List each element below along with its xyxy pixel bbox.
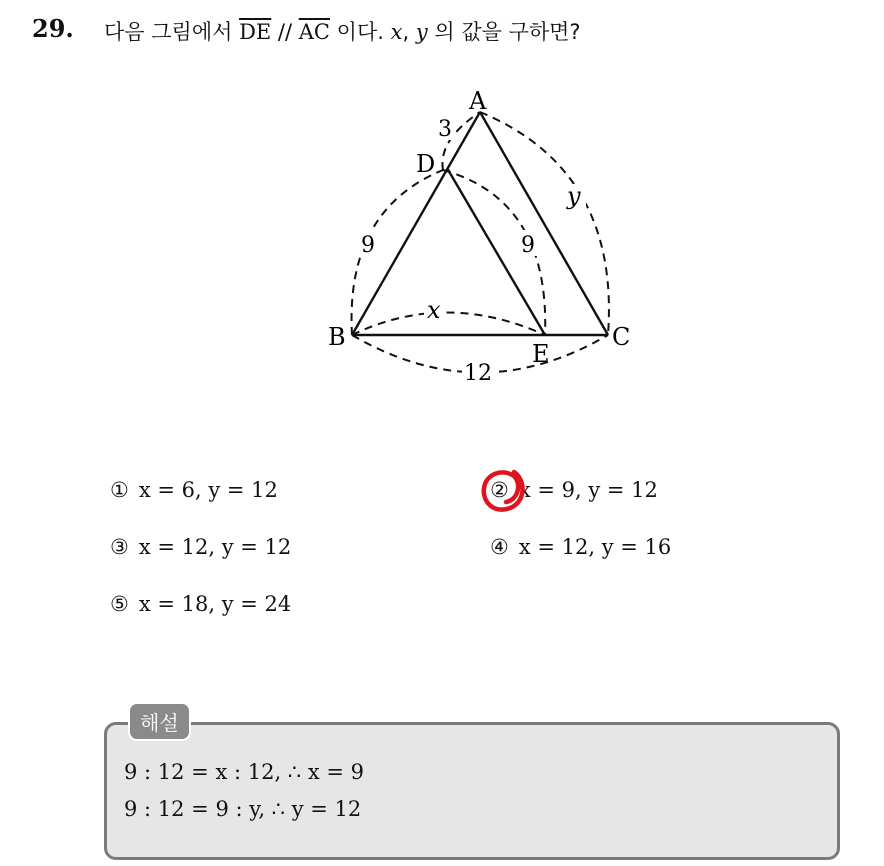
- line-ab: [352, 112, 480, 335]
- choice-4-mark: ④: [490, 535, 509, 559]
- answer-circle-mark: [474, 460, 534, 520]
- question-text-after: 이다.: [330, 20, 391, 44]
- length-ad: 3: [438, 117, 452, 142]
- vertex-c: C: [612, 323, 631, 351]
- choice-2-mark: ②: [490, 478, 509, 502]
- question-text-before: 다음 그림에서: [104, 20, 240, 44]
- length-bd: 9: [361, 233, 375, 258]
- choice-3-mark: ③: [110, 535, 129, 559]
- segment-ac: $\overline{AC}$: [298, 20, 330, 44]
- length-bc: 12: [464, 361, 492, 386]
- choice-2-text: x = 9, y = 12: [518, 478, 658, 502]
- arc-be: [352, 313, 545, 336]
- line-ac: [480, 112, 608, 335]
- choice-5-text: x = 18, y = 24: [138, 592, 292, 616]
- var-x: x: [390, 20, 403, 44]
- question-text-end: 의 값을 구하면?: [427, 20, 581, 44]
- parallel-symbol: //: [271, 20, 299, 44]
- length-ac: y: [567, 182, 581, 210]
- solution-line-2: 9 : 12 = 9 : y, ∴ y = 12: [124, 797, 362, 821]
- vertex-b: B: [328, 323, 346, 351]
- segment-de: $\overline{DE}$: [239, 20, 272, 44]
- vertex-a: A: [469, 87, 487, 115]
- question-number: 29.: [32, 14, 74, 43]
- choice-3[interactable]: [110, 535, 291, 559]
- choice-4-text: x = 12, y = 16: [518, 535, 672, 559]
- length-be: x: [427, 296, 441, 324]
- solution-line-1: 9 : 12 = x : 12, ∴ x = 9: [124, 760, 364, 784]
- choice-1[interactable]: [110, 478, 278, 502]
- choice-1-text: x = 6, y = 12: [138, 478, 278, 502]
- choice-1-mark: ①: [110, 478, 129, 502]
- solution-box: [104, 722, 840, 860]
- solution-tag: 해설: [128, 702, 191, 741]
- var-y: y: [415, 20, 428, 44]
- length-de: 9: [521, 233, 535, 258]
- choice-5-mark: ⑤: [110, 592, 129, 616]
- choice-5[interactable]: [110, 592, 291, 616]
- choice-3-text: x = 12, y = 12: [138, 535, 292, 559]
- vertex-d: D: [416, 150, 436, 178]
- choice-4[interactable]: [490, 535, 671, 559]
- comma: ,: [402, 20, 416, 44]
- vertex-e: E: [532, 340, 550, 368]
